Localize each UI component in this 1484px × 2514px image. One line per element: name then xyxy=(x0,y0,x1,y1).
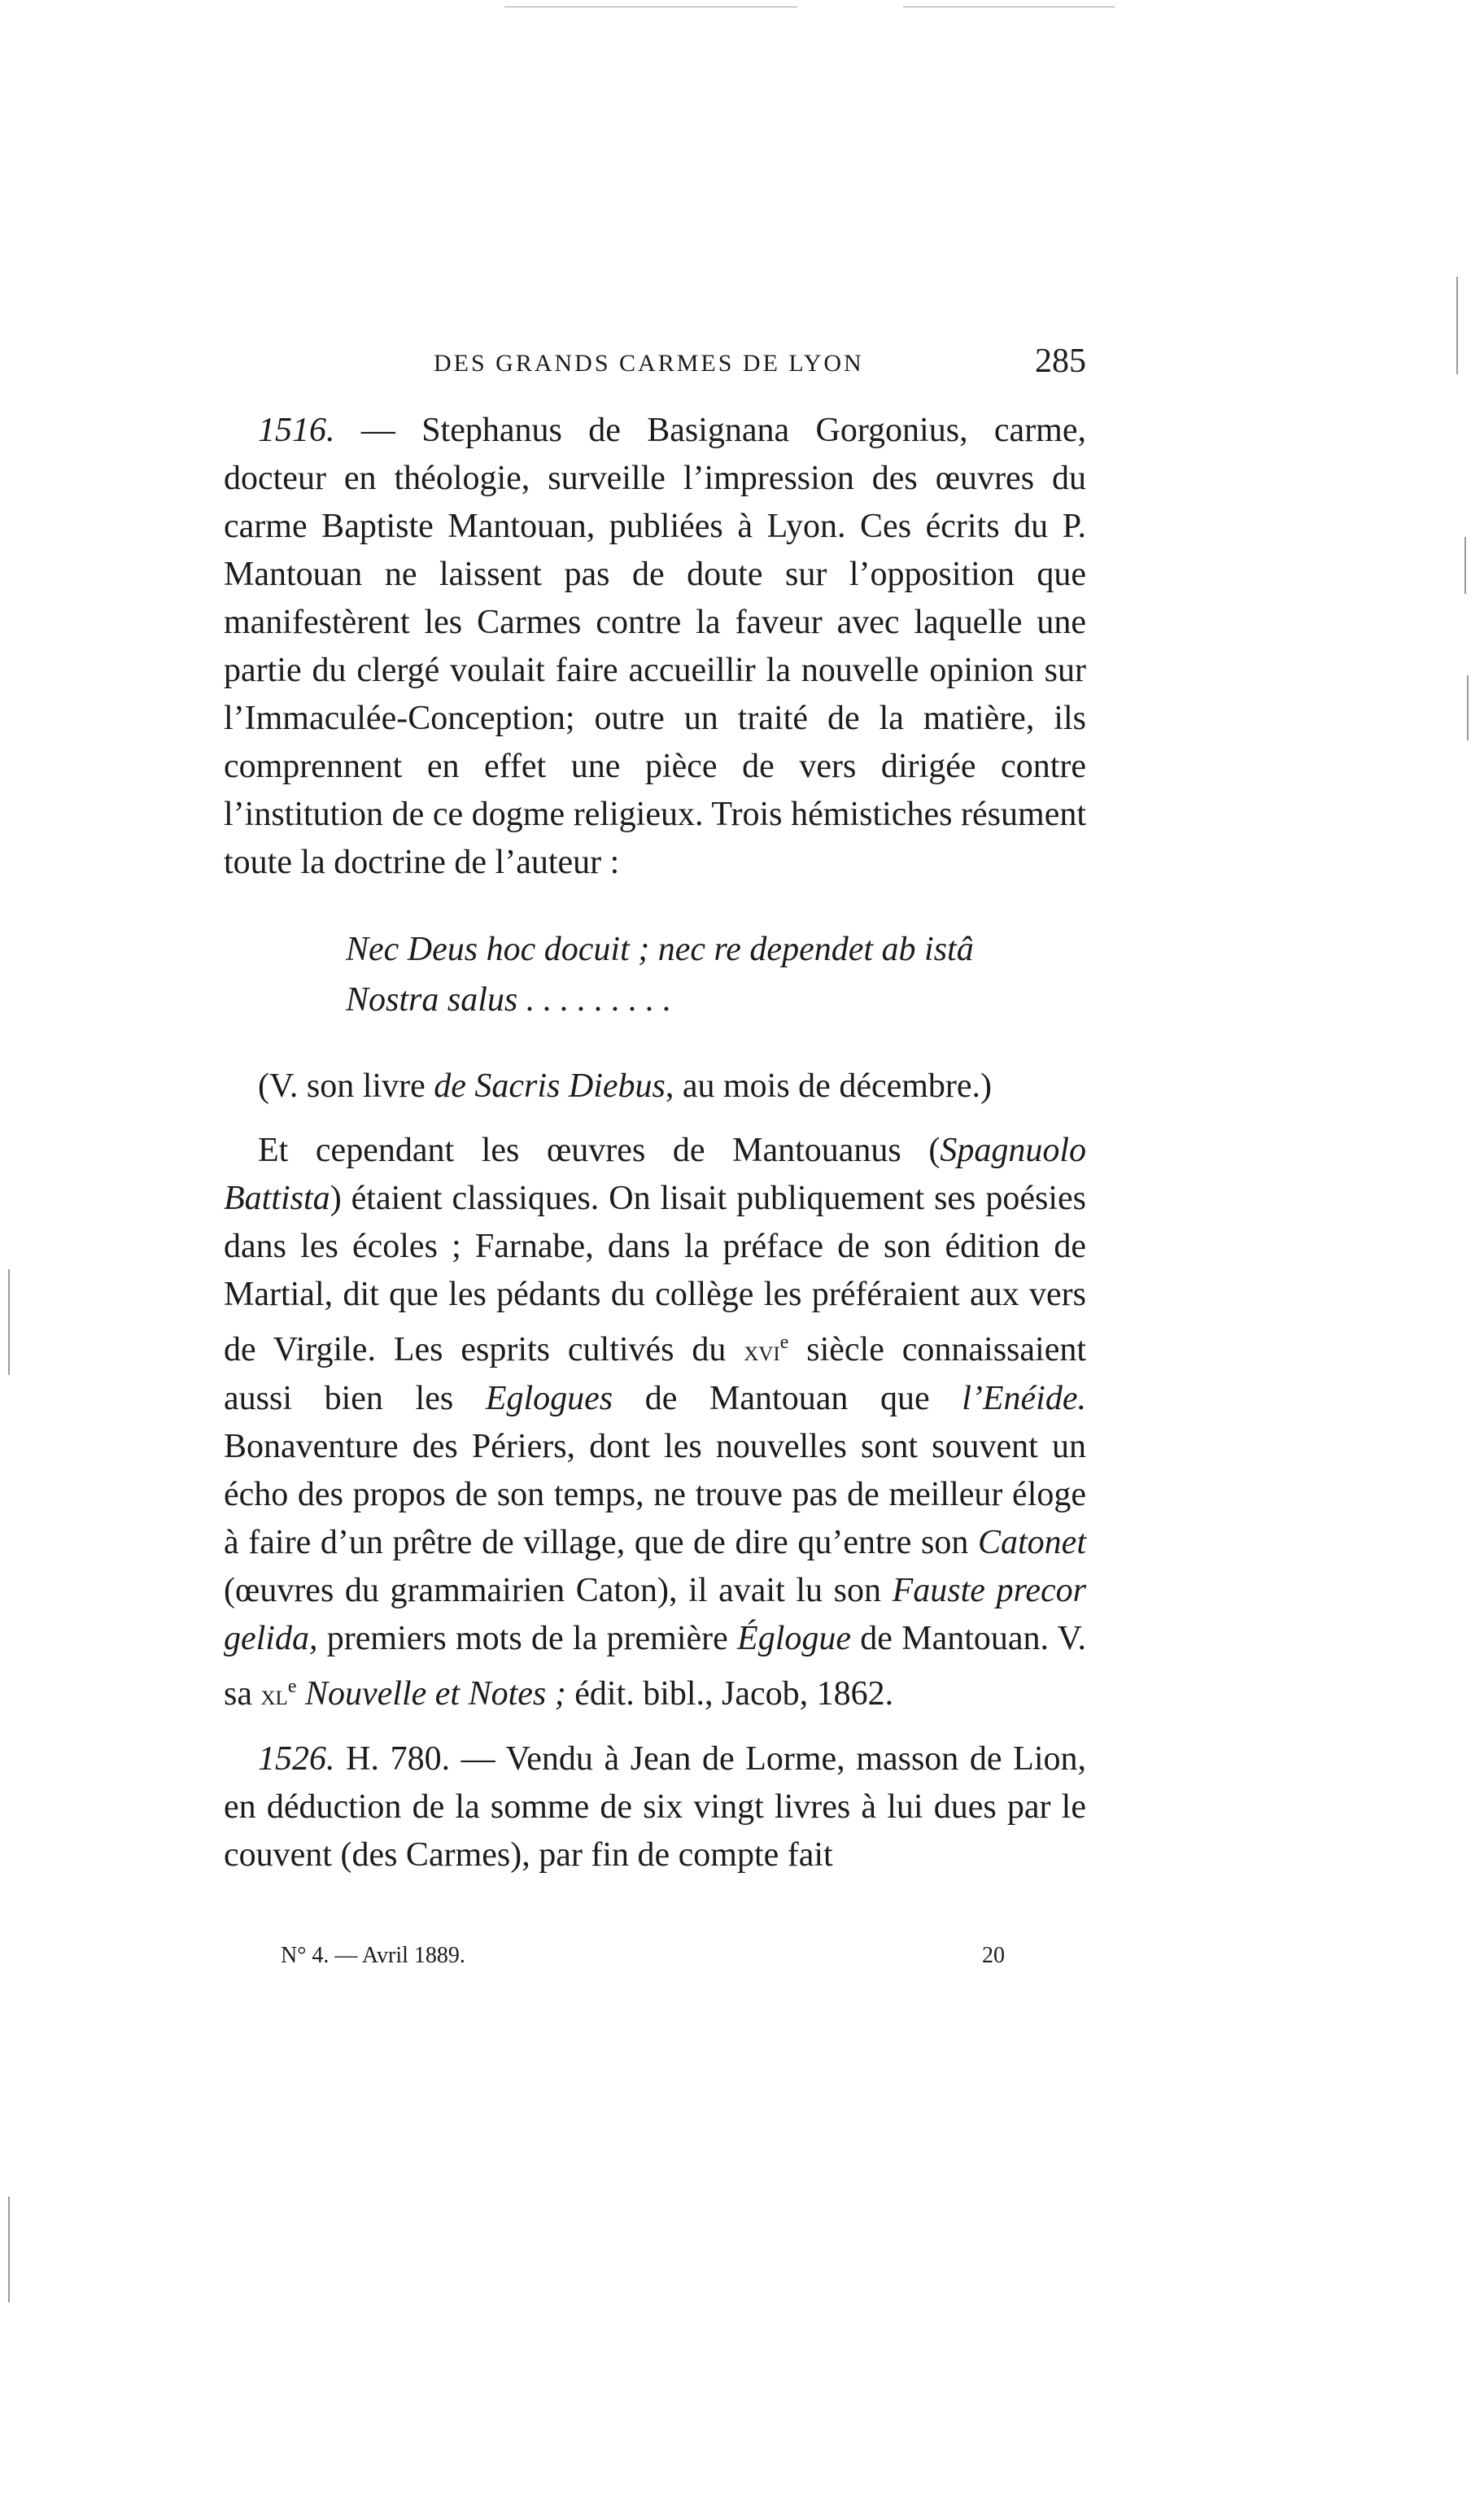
paragraph-text: H. 780. — Vendu à Jean de Lorme, masson de Lion, en déduction de la somme de six vingt livres à lui dues par le couvent (des Carmes), par fin de compte fait xyxy=(224,1740,1086,1874)
paragraph-text: édit. bibl., Jacob, 1862. xyxy=(565,1675,894,1713)
italic-title: Fauste precor gelida, xyxy=(224,1572,1086,1657)
scan-edge-mark xyxy=(1467,675,1469,740)
century-numeral: xvi xyxy=(744,1334,780,1367)
running-head xyxy=(224,342,1086,391)
italic-title: Églogue xyxy=(737,1620,852,1657)
issue-line: N° 4. — Avril 1889. xyxy=(281,1943,465,1968)
paragraph-text: siècle connaissaient aussi bien les xyxy=(224,1331,1087,1417)
verse-line-1: Nec Deus hoc docuit ; nec re dependet ab istâ xyxy=(346,931,974,968)
paragraph-text: — Stephanus de Basignana Gorgonius, carme, docteur en théologie, surveille l’impression des œuvres du carme Baptiste Mantouan, publiées à Lyon. Ces écrits du P. Mantouan ne laissent pas de doute sur l’opposition que manifestèrent les Carmes contre la faveur avec laquelle une partie du clergé voulait faire accueillir la nouvelle opinion sur l’Immaculée-Conception; outre un traité de la matière, ils comprennent en effet une pièce de vers dirigée contre l’institution de ce dogme religieux. Trois hémistiches résument toute la doctrine de l’auteur : xyxy=(224,412,1086,881)
paragraph-text: de Mantouan. V. sa xyxy=(224,1620,1086,1713)
scan-edge-mark xyxy=(8,1269,10,1375)
paragraph-text: Bonaventure des Périers, dont les nouvelles sont souvent un écho des propos de son temps, ne trouve pas de meilleur éloge à faire d’un prêtre de village, que de dire qu’entre son xyxy=(224,1428,1086,1561)
superscript: e xyxy=(287,1676,297,1697)
running-title: DES GRANDS CARMES DE LYON xyxy=(434,350,864,377)
scan-edge-mark xyxy=(1456,277,1458,374)
scan-edge-mark xyxy=(8,2197,10,2302)
paragraph-text xyxy=(296,1675,305,1713)
reference-text: (V. son livre xyxy=(258,1067,434,1105)
paragraph-reference xyxy=(224,1063,1086,1111)
verse-quotation xyxy=(346,924,1086,1025)
italic-title: Catonet xyxy=(978,1524,1086,1561)
paragraph-mantouanus xyxy=(224,1127,1086,1719)
reference-title: de Sacris Diebus xyxy=(434,1067,666,1105)
entry-year: 1516. xyxy=(258,412,335,449)
entry-year: 1526. xyxy=(258,1740,335,1778)
paragraph-text: premiers mots de la première xyxy=(317,1620,738,1657)
paragraph-text: (œuvres du grammairien Caton), il avait lu son xyxy=(224,1572,893,1609)
paragraph-text: Et cependant les œuvres de Mantouanus ( xyxy=(258,1132,941,1169)
superscript: e xyxy=(779,1332,789,1353)
italic-name: Spagnuolo Battista xyxy=(224,1132,1086,1217)
scan-edge-mark xyxy=(1464,537,1466,594)
paragraph-text: de Mantouan que xyxy=(613,1380,962,1417)
page-number: 285 xyxy=(1035,343,1086,380)
reference-text: , au mois de décembre.) xyxy=(665,1067,993,1105)
page-footer xyxy=(281,1943,1005,1975)
main-text xyxy=(224,407,1086,1879)
paragraph-1516 xyxy=(224,407,1086,887)
verse-line-2: Nostra salus . . . . . . . . . xyxy=(346,981,672,1019)
italic-title: Eglogues xyxy=(485,1380,613,1417)
italic-title: l’Enéide. xyxy=(962,1380,1086,1417)
signature-mark: 20 xyxy=(982,1943,1005,1968)
paragraph-1526 xyxy=(224,1735,1086,1879)
italic-title: Nouvelle et Notes ; xyxy=(304,1675,566,1713)
roman-numeral: xl xyxy=(260,1678,288,1711)
paragraph-text: ) étaient classiques. On lisait publiquement ses poésies dans les écoles ; Farnabe, dans la préface de son édition de Martial, dit que les pédants du collège les préféraient aux vers de Virgile. Les esprits cultivés du xyxy=(224,1180,1086,1368)
